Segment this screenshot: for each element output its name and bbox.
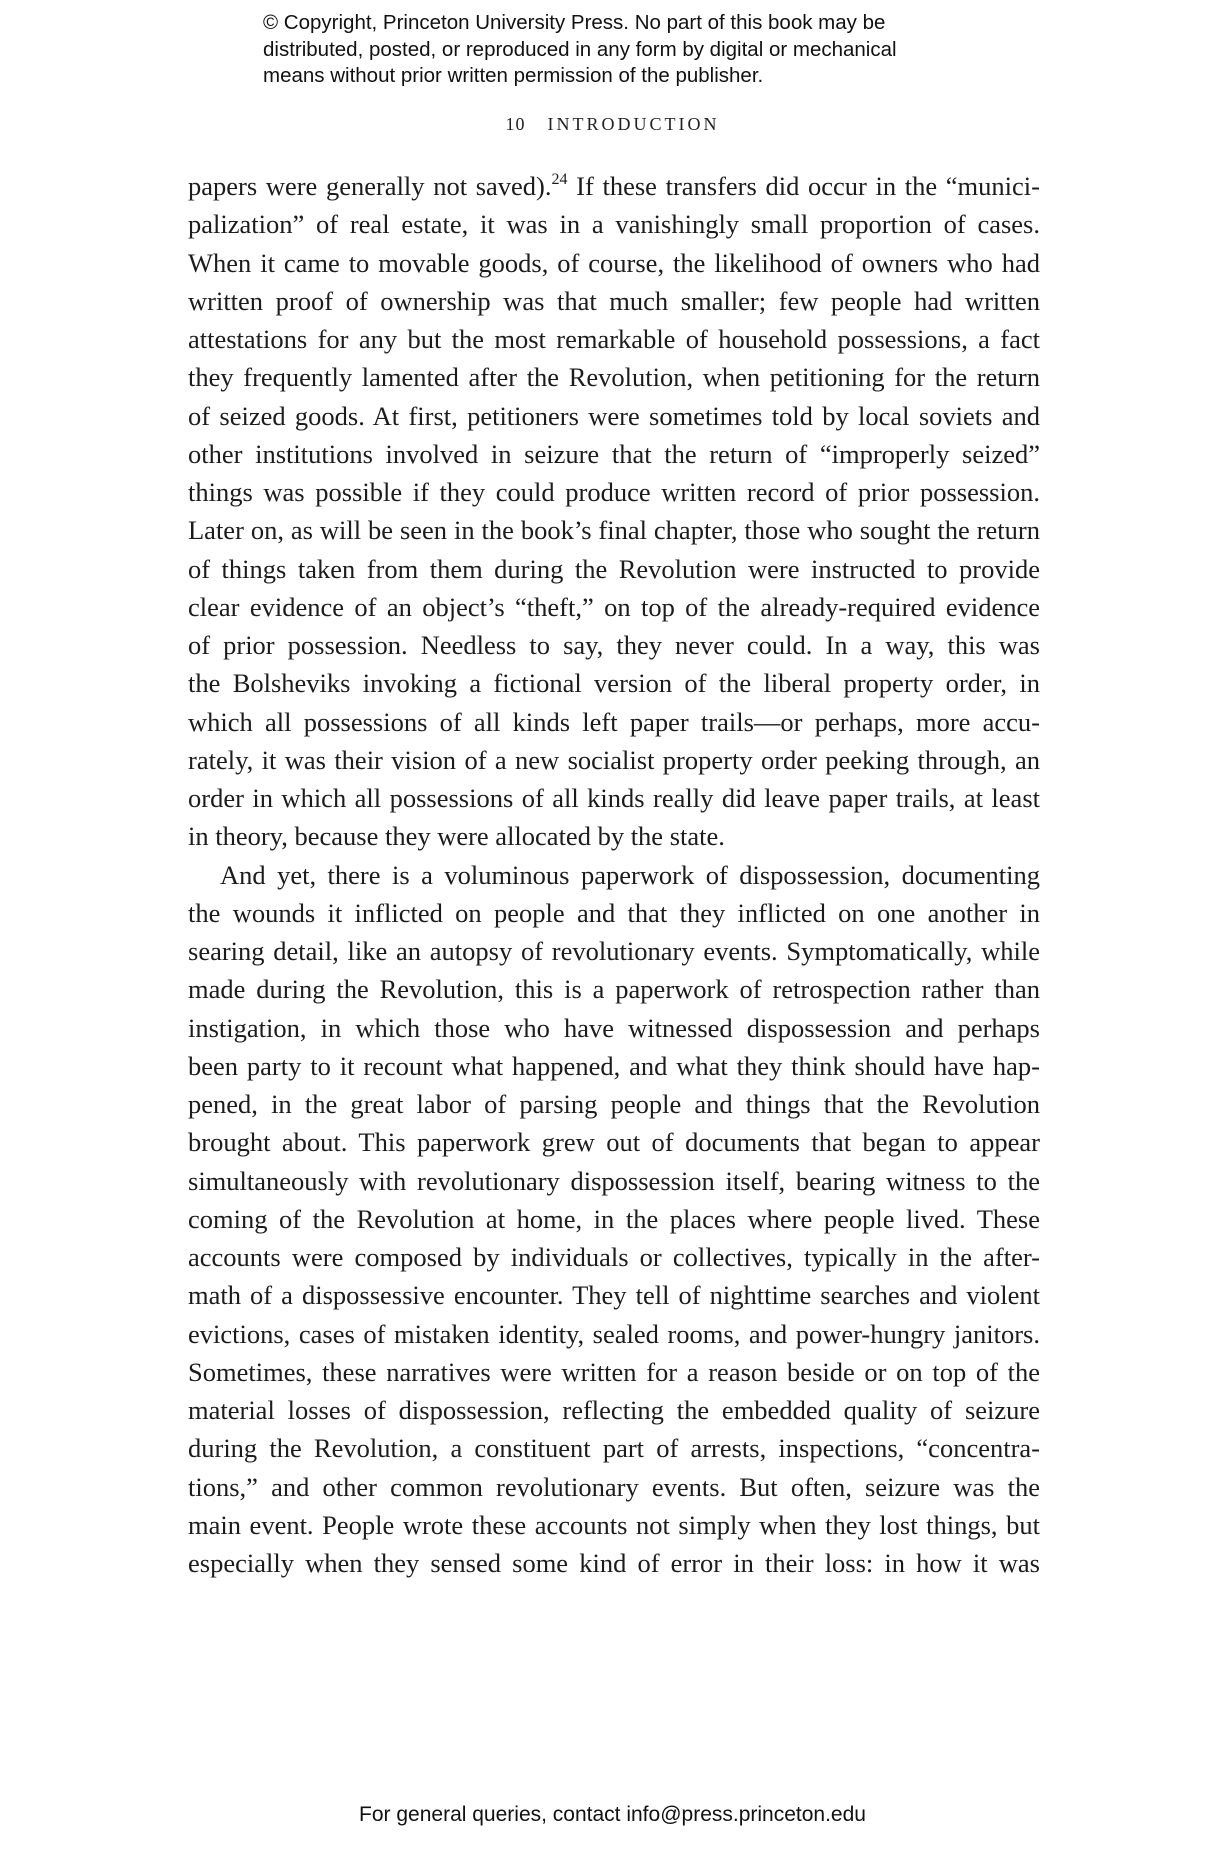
page-number: 10 xyxy=(505,114,526,134)
text-line: palization” of real estate, it was in a vanishingly small proportion of cases. xyxy=(188,209,1040,240)
copyright-notice xyxy=(263,10,983,90)
text-line: rately, it was their vision of a new socialist property order peeking through, an xyxy=(188,744,1040,775)
text-line: of things taken from them during the Revolution were instructed to provide xyxy=(188,553,1040,584)
text-line: during the Revolution, a constituent part of arrests, inspections, “concentra- xyxy=(188,1433,1040,1464)
text-line: material losses of dispossession, reflecting the embedded quality of seizure xyxy=(188,1395,1040,1425)
text-line: the Bolsheviks invoking a fictional version of the liberal property order, in xyxy=(188,668,1040,699)
text-line: brought about. This paperwork grew out of documents that began to appear xyxy=(188,1127,1040,1158)
chapter-title: INTRODUCTION xyxy=(547,114,720,134)
text-line: especially when they sensed some kind of error in their loss: in how it was xyxy=(188,1548,1040,1578)
text-line: made during the Revolution, this is a paperwork of retrospection rather than xyxy=(188,974,1040,1005)
text-line: pened, in the great labor of parsing people and things that the Revolution xyxy=(188,1089,1040,1119)
footer-contact: For general queries, contact info@press.princeton.edu xyxy=(359,1803,866,1826)
text-line: been party to it recount what happened, and what they think should have hap- xyxy=(188,1050,1040,1081)
text-line: evictions, cases of mistaken identity, sealed rooms, and power-hungry janitors. xyxy=(188,1318,1040,1349)
text-fragment: papers were generally not saved). xyxy=(188,171,552,201)
text-line: attestations for any but the most remarkable of household possessions, a fact xyxy=(188,324,1040,354)
paragraph-first-line: And yet, there is a voluminous paperwork of dispossession, documenting xyxy=(220,859,1040,890)
text-line: written proof of ownership was that much smaller; few people had written xyxy=(188,285,1040,316)
text-line: coming of the Revolution at home, in the places where people lived. These xyxy=(188,1203,1040,1234)
text-line: they frequently lamented after the Revolution, when petitioning for the return xyxy=(188,362,1040,393)
text-line: math of a dispossessive encounter. They tell of nighttime searches and violent xyxy=(188,1280,1040,1311)
copyright-line: means without prior written permission of the publisher. xyxy=(263,64,764,87)
text-line xyxy=(188,167,1040,205)
text-line: instigation, in which those who have witnessed dispossession and perhaps xyxy=(188,1012,1040,1043)
text-line: accounts were composed by individuals or collectives, typically in the after- xyxy=(188,1242,1040,1272)
text-line: of prior possession. Needless to say, they never could. In a way, this was xyxy=(188,630,1040,660)
text-line: order in which all possessions of all kinds really did leave paper trails, at least xyxy=(188,783,1040,813)
body-text xyxy=(188,167,1040,1582)
copyright-line: distributed, posted, or reproduced in any form by digital or mechanical xyxy=(263,37,897,61)
text-line: main event. People wrote these accounts not simply when they lost things, but xyxy=(188,1509,1040,1540)
text-line: of seized goods. At first, petitioners were sometimes told by local soviets and xyxy=(188,400,1040,431)
text-line: When it came to movable goods, of course, the likelihood of owners who had xyxy=(188,247,1040,278)
text-line: clear evidence of an object’s “theft,” on top of the already-required evidence xyxy=(188,591,1040,622)
text-line: which all possessions of all kinds left paper trails—or perhaps, more accu- xyxy=(188,706,1040,737)
running-head xyxy=(0,114,1225,135)
text-line: other institutions involved in seizure that the return of “improperly seized” xyxy=(188,438,1040,469)
text-fragment: If these transfers did occur in the “munici- xyxy=(567,171,1040,201)
text-line: searing detail, like an autopsy of revolutionary events. Symptomatically, while xyxy=(188,936,1040,966)
text-line: Later on, as will be seen in the book’s final chapter, those who sought the return xyxy=(188,515,1040,546)
paragraph-last-line: in theory, because they were allocated by the state. xyxy=(188,821,725,852)
text-line: things was possible if they could produce written record of prior possession. xyxy=(188,477,1040,507)
copyright-line: © Copyright, Princeton University Press. No part of this book may be xyxy=(263,11,886,34)
text-line: the wounds it inflicted on people and that they inflicted on one another in xyxy=(188,897,1040,928)
text-line: Sometimes, these narratives were written for a reason beside or on top of the xyxy=(188,1356,1040,1387)
text-line: simultaneously with revolutionary dispossession itself, bearing witness to the xyxy=(188,1165,1040,1196)
footnote-reference[interactable]: 24 xyxy=(551,171,568,188)
text-line: tions,” and other common revolutionary events. But often, seizure was the xyxy=(188,1471,1040,1502)
